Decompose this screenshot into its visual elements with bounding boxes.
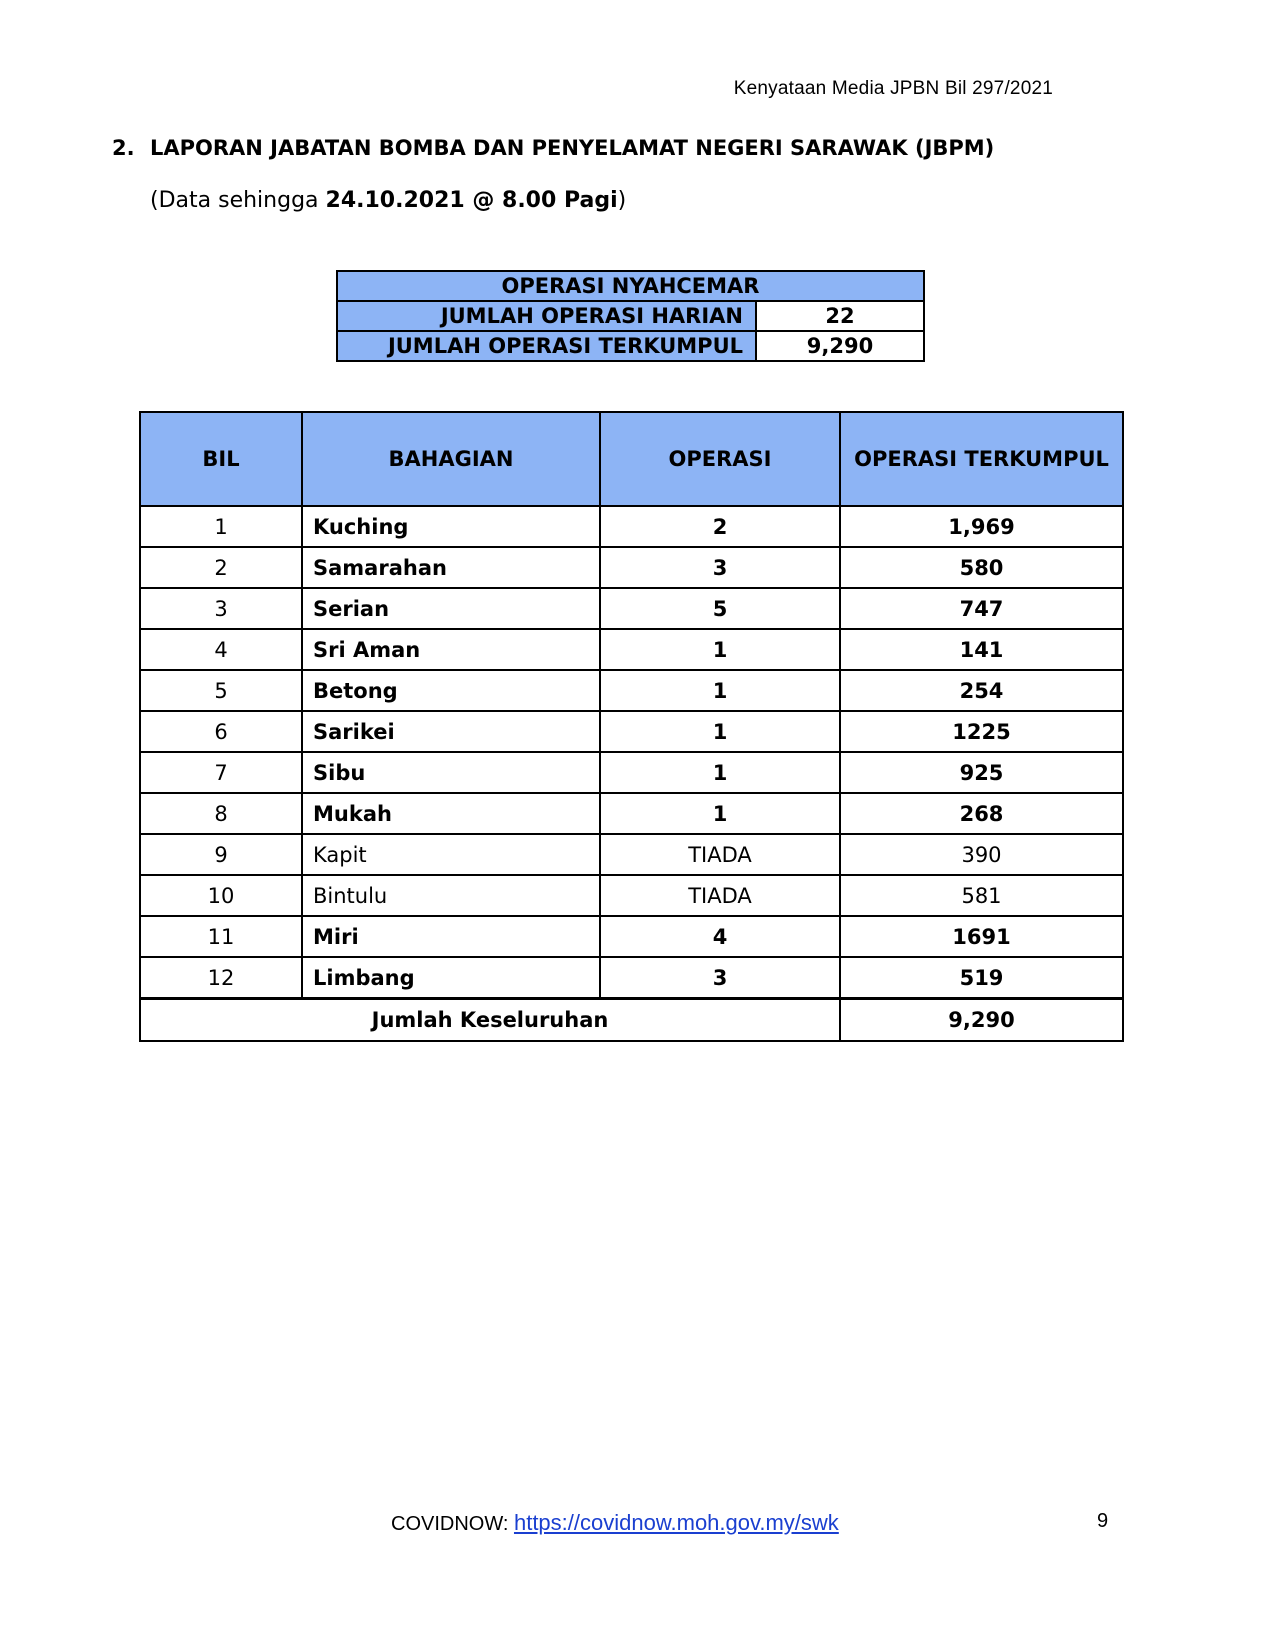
cell-bahagian: Limbang — [302, 957, 600, 999]
table-row — [140, 834, 1123, 875]
cell-operasi-terkumpul: 581 — [840, 875, 1123, 916]
summary-title: OPERASI NYAHCEMAR — [337, 271, 924, 301]
summary-cumulative-label: JUMLAH OPERASI TERKUMPUL — [337, 331, 756, 361]
document-reference: Kenyataan Media JPBN Bil 297/2021 — [733, 78, 1053, 99]
summary-row-cumulative — [337, 331, 924, 361]
cell-operasi-terkumpul: 747 — [840, 588, 1123, 629]
cell-operasi: TIADA — [600, 875, 840, 916]
cell-bahagian: Miri — [302, 916, 600, 957]
cell-operasi: 1 — [600, 670, 840, 711]
table-header-row — [140, 412, 1123, 506]
table-row — [140, 957, 1123, 999]
cell-operasi-terkumpul: 519 — [840, 957, 1123, 999]
cell-operasi: 5 — [600, 588, 840, 629]
cell-operasi: 4 — [600, 916, 840, 957]
cell-bahagian: Sarikei — [302, 711, 600, 752]
cell-bil: 11 — [140, 916, 302, 957]
total-label: Jumlah Keseluruhan — [140, 999, 840, 1042]
cell-operasi: 1 — [600, 752, 840, 793]
table-row — [140, 629, 1123, 670]
summary-table — [336, 270, 925, 362]
cell-bil: 9 — [140, 834, 302, 875]
header-operasi-terkumpul: OPERASI TERKUMPUL — [840, 412, 1123, 506]
cell-operasi-terkumpul: 1,969 — [840, 506, 1123, 547]
cell-bahagian: Sibu — [302, 752, 600, 793]
total-value: 9,290 — [840, 999, 1123, 1042]
header-operasi: OPERASI — [600, 412, 840, 506]
cell-operasi: 1 — [600, 793, 840, 834]
table-row — [140, 547, 1123, 588]
cell-bil: 1 — [140, 506, 302, 547]
cell-bahagian: Sri Aman — [302, 629, 600, 670]
cell-bil: 7 — [140, 752, 302, 793]
cell-operasi-terkumpul: 1225 — [840, 711, 1123, 752]
cell-bahagian: Mukah — [302, 793, 600, 834]
summary-title-row — [337, 271, 924, 301]
table-row — [140, 916, 1123, 957]
cell-bahagian: Kapit — [302, 834, 600, 875]
table-row — [140, 875, 1123, 916]
section-title — [112, 136, 994, 160]
cell-operasi-terkumpul: 1691 — [840, 916, 1123, 957]
cell-bahagian: Samarahan — [302, 547, 600, 588]
cell-bil: 3 — [140, 588, 302, 629]
cell-bahagian: Serian — [302, 588, 600, 629]
summary-cumulative-value: 9,290 — [756, 331, 924, 361]
table-row — [140, 711, 1123, 752]
cell-operasi-terkumpul: 925 — [840, 752, 1123, 793]
cell-bahagian: Bintulu — [302, 875, 600, 916]
summary-row-daily — [337, 301, 924, 331]
section-number: 2. — [112, 136, 135, 160]
cell-operasi: 1 — [600, 711, 840, 752]
cell-operasi-terkumpul: 580 — [840, 547, 1123, 588]
cell-bahagian: Kuching — [302, 506, 600, 547]
data-as-of-note — [150, 188, 626, 213]
table-body — [140, 506, 1123, 999]
header-bahagian: BAHAGIAN — [302, 412, 600, 506]
cell-operasi-terkumpul: 390 — [840, 834, 1123, 875]
cell-bil: 2 — [140, 547, 302, 588]
cell-bil: 10 — [140, 875, 302, 916]
cell-operasi-terkumpul: 254 — [840, 670, 1123, 711]
footer — [391, 1510, 839, 1536]
cell-bil: 4 — [140, 629, 302, 670]
summary-daily-value: 22 — [756, 301, 924, 331]
cell-operasi-terkumpul: 141 — [840, 629, 1123, 670]
cell-operasi: 3 — [600, 957, 840, 999]
header-bil: BIL — [140, 412, 302, 506]
cell-operasi: 2 — [600, 506, 840, 547]
cell-operasi: TIADA — [600, 834, 840, 875]
table-row — [140, 793, 1123, 834]
footer-label: COVIDNOW: — [391, 1513, 514, 1535]
covidnow-link[interactable]: https://covidnow.moh.gov.my/swk — [513, 1510, 839, 1535]
data-note-date: 24.10.2021 @ 8.00 Pagi — [325, 188, 618, 213]
section-title-text: LAPORAN JABATAN BOMBA DAN PENYELAMAT NEGERI SARAWAK (JBPM) — [150, 136, 995, 160]
cell-operasi: 1 — [600, 629, 840, 670]
table-row — [140, 506, 1123, 547]
data-note-suffix: ) — [617, 188, 627, 213]
summary-daily-label: JUMLAH OPERASI HARIAN — [337, 301, 756, 331]
cell-bil: 6 — [140, 711, 302, 752]
page-number: 9 — [1097, 1510, 1109, 1532]
cell-bil: 5 — [140, 670, 302, 711]
cell-operasi-terkumpul: 268 — [840, 793, 1123, 834]
cell-bil: 8 — [140, 793, 302, 834]
table-row — [140, 588, 1123, 629]
table-total-row — [140, 999, 1123, 1042]
table-row — [140, 670, 1123, 711]
data-note-prefix: (Data sehingga — [150, 188, 326, 213]
table-row — [140, 752, 1123, 793]
cell-bil: 12 — [140, 957, 302, 999]
cell-operasi: 3 — [600, 547, 840, 588]
division-operations-table — [139, 411, 1124, 1042]
cell-bahagian: Betong — [302, 670, 600, 711]
